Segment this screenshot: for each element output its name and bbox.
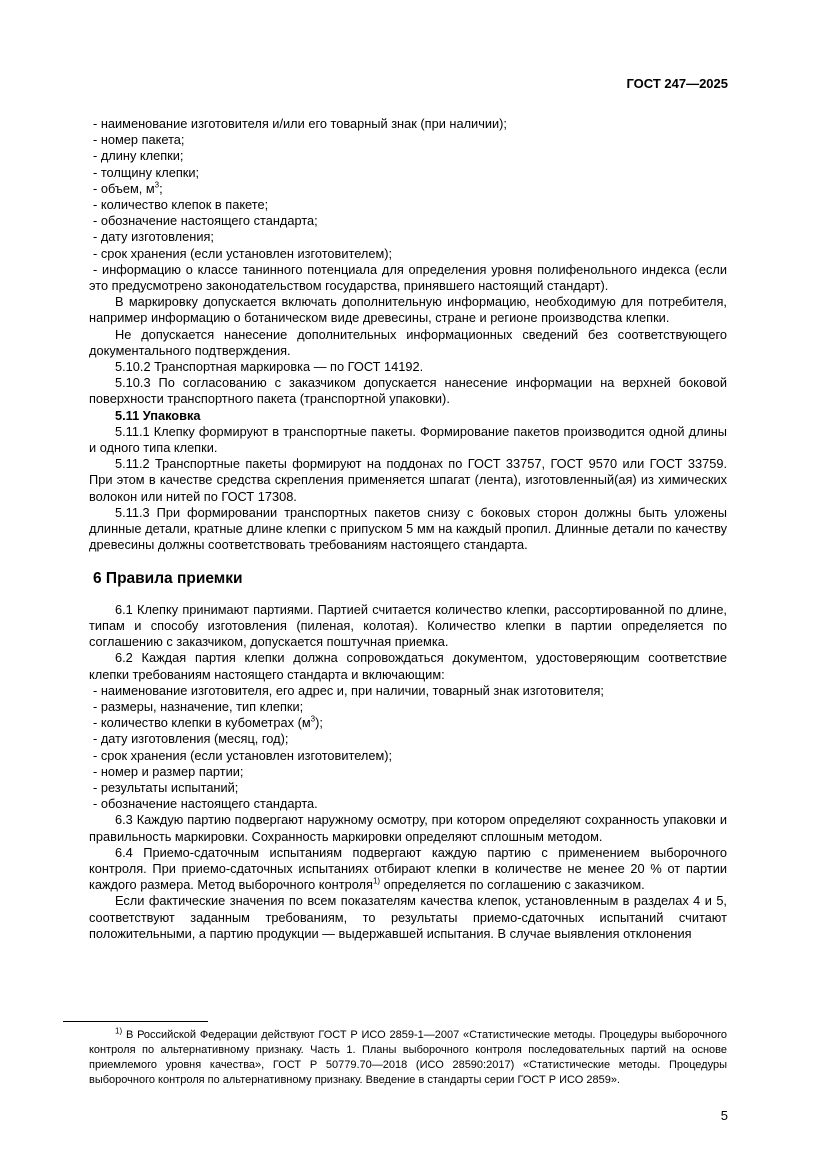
list-item: - наименование изготовителя, его адрес и, при наличии, товарный знак изготовителя; xyxy=(93,682,604,698)
list-item: - информацию о классе танинного потенциала для определения уровня полифенольного индекса (если это предусмотрено законодательством государства, принявшего настоящий стандарт). xyxy=(89,261,727,294)
list-item: - номер пакета; xyxy=(93,132,185,148)
footnote-separator xyxy=(63,1021,208,1022)
superscript-cubic: 3 xyxy=(310,714,316,724)
clause-6-3: 6.3 Каждую партию подвергают наружному осмотру, при котором определяют сохранность упаковки и правильность маркировки. Сохранность маркировки определяют сплошным методом. xyxy=(89,812,727,844)
list-item: - толщину клепки; xyxy=(93,164,200,180)
clause-5-11-2: 5.11.2 Транспортные пакеты формируют на поддонах по ГОСТ 33757, ГОСТ 9570 или ГОСТ 33759. При этом в качестве средства скрепления применяется шпагат (лента), изготовленный(ая) из химических волокон или нитей по ГОСТ 17308. xyxy=(89,456,727,504)
clause-6-2: 6.2 Каждая партия клепки должна сопровождаться документом, удостоверяющим соответствие клепки требованиям настоящего стандарта и включающим: xyxy=(89,650,727,682)
clause-5-11-3: 5.11.3 При формировании транспортных пакетов снизу с боковых сторон должны быть уложены длинные детали, кратные длине клепки с припуском 5 мм на каждый пропил. Длинные детали по качеству древесины должны соответствовать требованиям настоящего стандарта. xyxy=(89,504,727,553)
list-item: - обозначение настоящего стандарта; xyxy=(93,213,318,229)
clause-5-10-3: 5.10.3 По согласованию с заказчиком допускается нанесение информации на верхней боковой поверхности транспортного пакета (транспортной упаковки). xyxy=(89,375,727,407)
list-item: - дату изготовления (месяц, год); xyxy=(93,731,289,747)
footnote-mark: 1) xyxy=(115,1026,123,1036)
list-item: - количество клепки в кубометрах $(м^3)$; xyxy=(93,714,323,731)
section-heading-6: 6 Правила приемки xyxy=(93,570,243,588)
clause-6-4: 6.4 Приемо-сдаточным испытаниям подвергают каждую партию с применением выборочного контроля. При приемо-сдаточных испытаниях отбирают клепки в количестве не менее 20 % от партии каждого размера. Метод выборочного контроля$^{1)}$ определяется по соглашению с заказчиком. xyxy=(89,844,727,893)
list-item: - наименование изготовителя и/или его товарный знак (при наличии); xyxy=(93,116,507,131)
clause-5-10-2: 5.10.2 Транспортная маркировка — по ГОСТ 14192. xyxy=(115,359,424,375)
footnote-reference: 1) xyxy=(372,876,381,886)
superscript-cubic: 3 xyxy=(154,180,160,190)
document-contents-list xyxy=(89,683,727,813)
page-body xyxy=(89,116,727,942)
list-item: - количество клепок в пакете; xyxy=(93,197,269,213)
paragraph-acceptance-results: Если фактические значения по всем показателям качества клепок, установленным в разделах 4 и 5, соответствуют заданным требованиям, то результаты приемо-сдаточных испытаний считают положительными, а партию продукции — выдержавшей испытания. В случае выявления отклонения xyxy=(89,893,727,941)
list-item: - обозначение настоящего стандарта. xyxy=(93,796,318,812)
clause-6-1: 6.1 Клепку принимают партиями. Партией считается количество клепки, рассортированной по длине, типам и способу изготовления (пиленая, колотая). Количество клепки в партии определяется по соглашению с заказчиком, допускается поштучная приемка. xyxy=(89,601,727,650)
paragraph-no-extra-info: Не допускается нанесение дополнительных информационных сведений без соответствующего документального подтверждения. xyxy=(89,326,727,358)
list-item: - срок хранения (если установлен изготовителем); xyxy=(93,245,393,261)
clause-5-11-1: 5.11.1 Клепку формируют в транспортные пакеты. Формирование пакетов производится одной длины и одного типа клепки. xyxy=(89,423,727,456)
list-item: - срок хранения (если установлен изготовителем); xyxy=(93,747,393,763)
paragraph-marking-info: В маркировку допускается включать дополнительную информацию, необходимую для потребителя, например информацию о ботаническом виде древесины, стране и регионе производства клепки. xyxy=(89,294,727,326)
subsection-heading-5-11: 5.11 Упаковка xyxy=(115,407,201,423)
list-item: - объем, $м^3$; xyxy=(93,180,163,196)
list-item: - номер и размер партии; xyxy=(93,763,244,779)
document-id-header: ГОСТ 247—2025 xyxy=(626,76,728,91)
list-item: - длину клепки; xyxy=(93,148,184,164)
footnote: $^{1)}$ В Российской Федерации действуют ГОСТ Р ИСО 2859-1—2007 «Статистические методы. Процедуры выборочного контроля по альтернативному признаку. Часть 1. Планы выборочного контроля последовательных партий на основе приемлемого уровня качества», ГОСТ Р 50779.70—2018 (ИСО 28590:2017) «Статистические методы. Процедуры выборочного контроля по альтернативному признаку. Введение в стандарты серии ГОСТ Р ИСО 2859». xyxy=(89,1026,727,1086)
list-item: - дату изготовления; xyxy=(93,229,214,245)
marking-list xyxy=(89,116,727,294)
list-item: - результаты испытаний; xyxy=(93,779,239,795)
list-item: - размеры, назначение, тип клепки; xyxy=(93,698,304,714)
page-number: 5 xyxy=(720,1108,728,1123)
